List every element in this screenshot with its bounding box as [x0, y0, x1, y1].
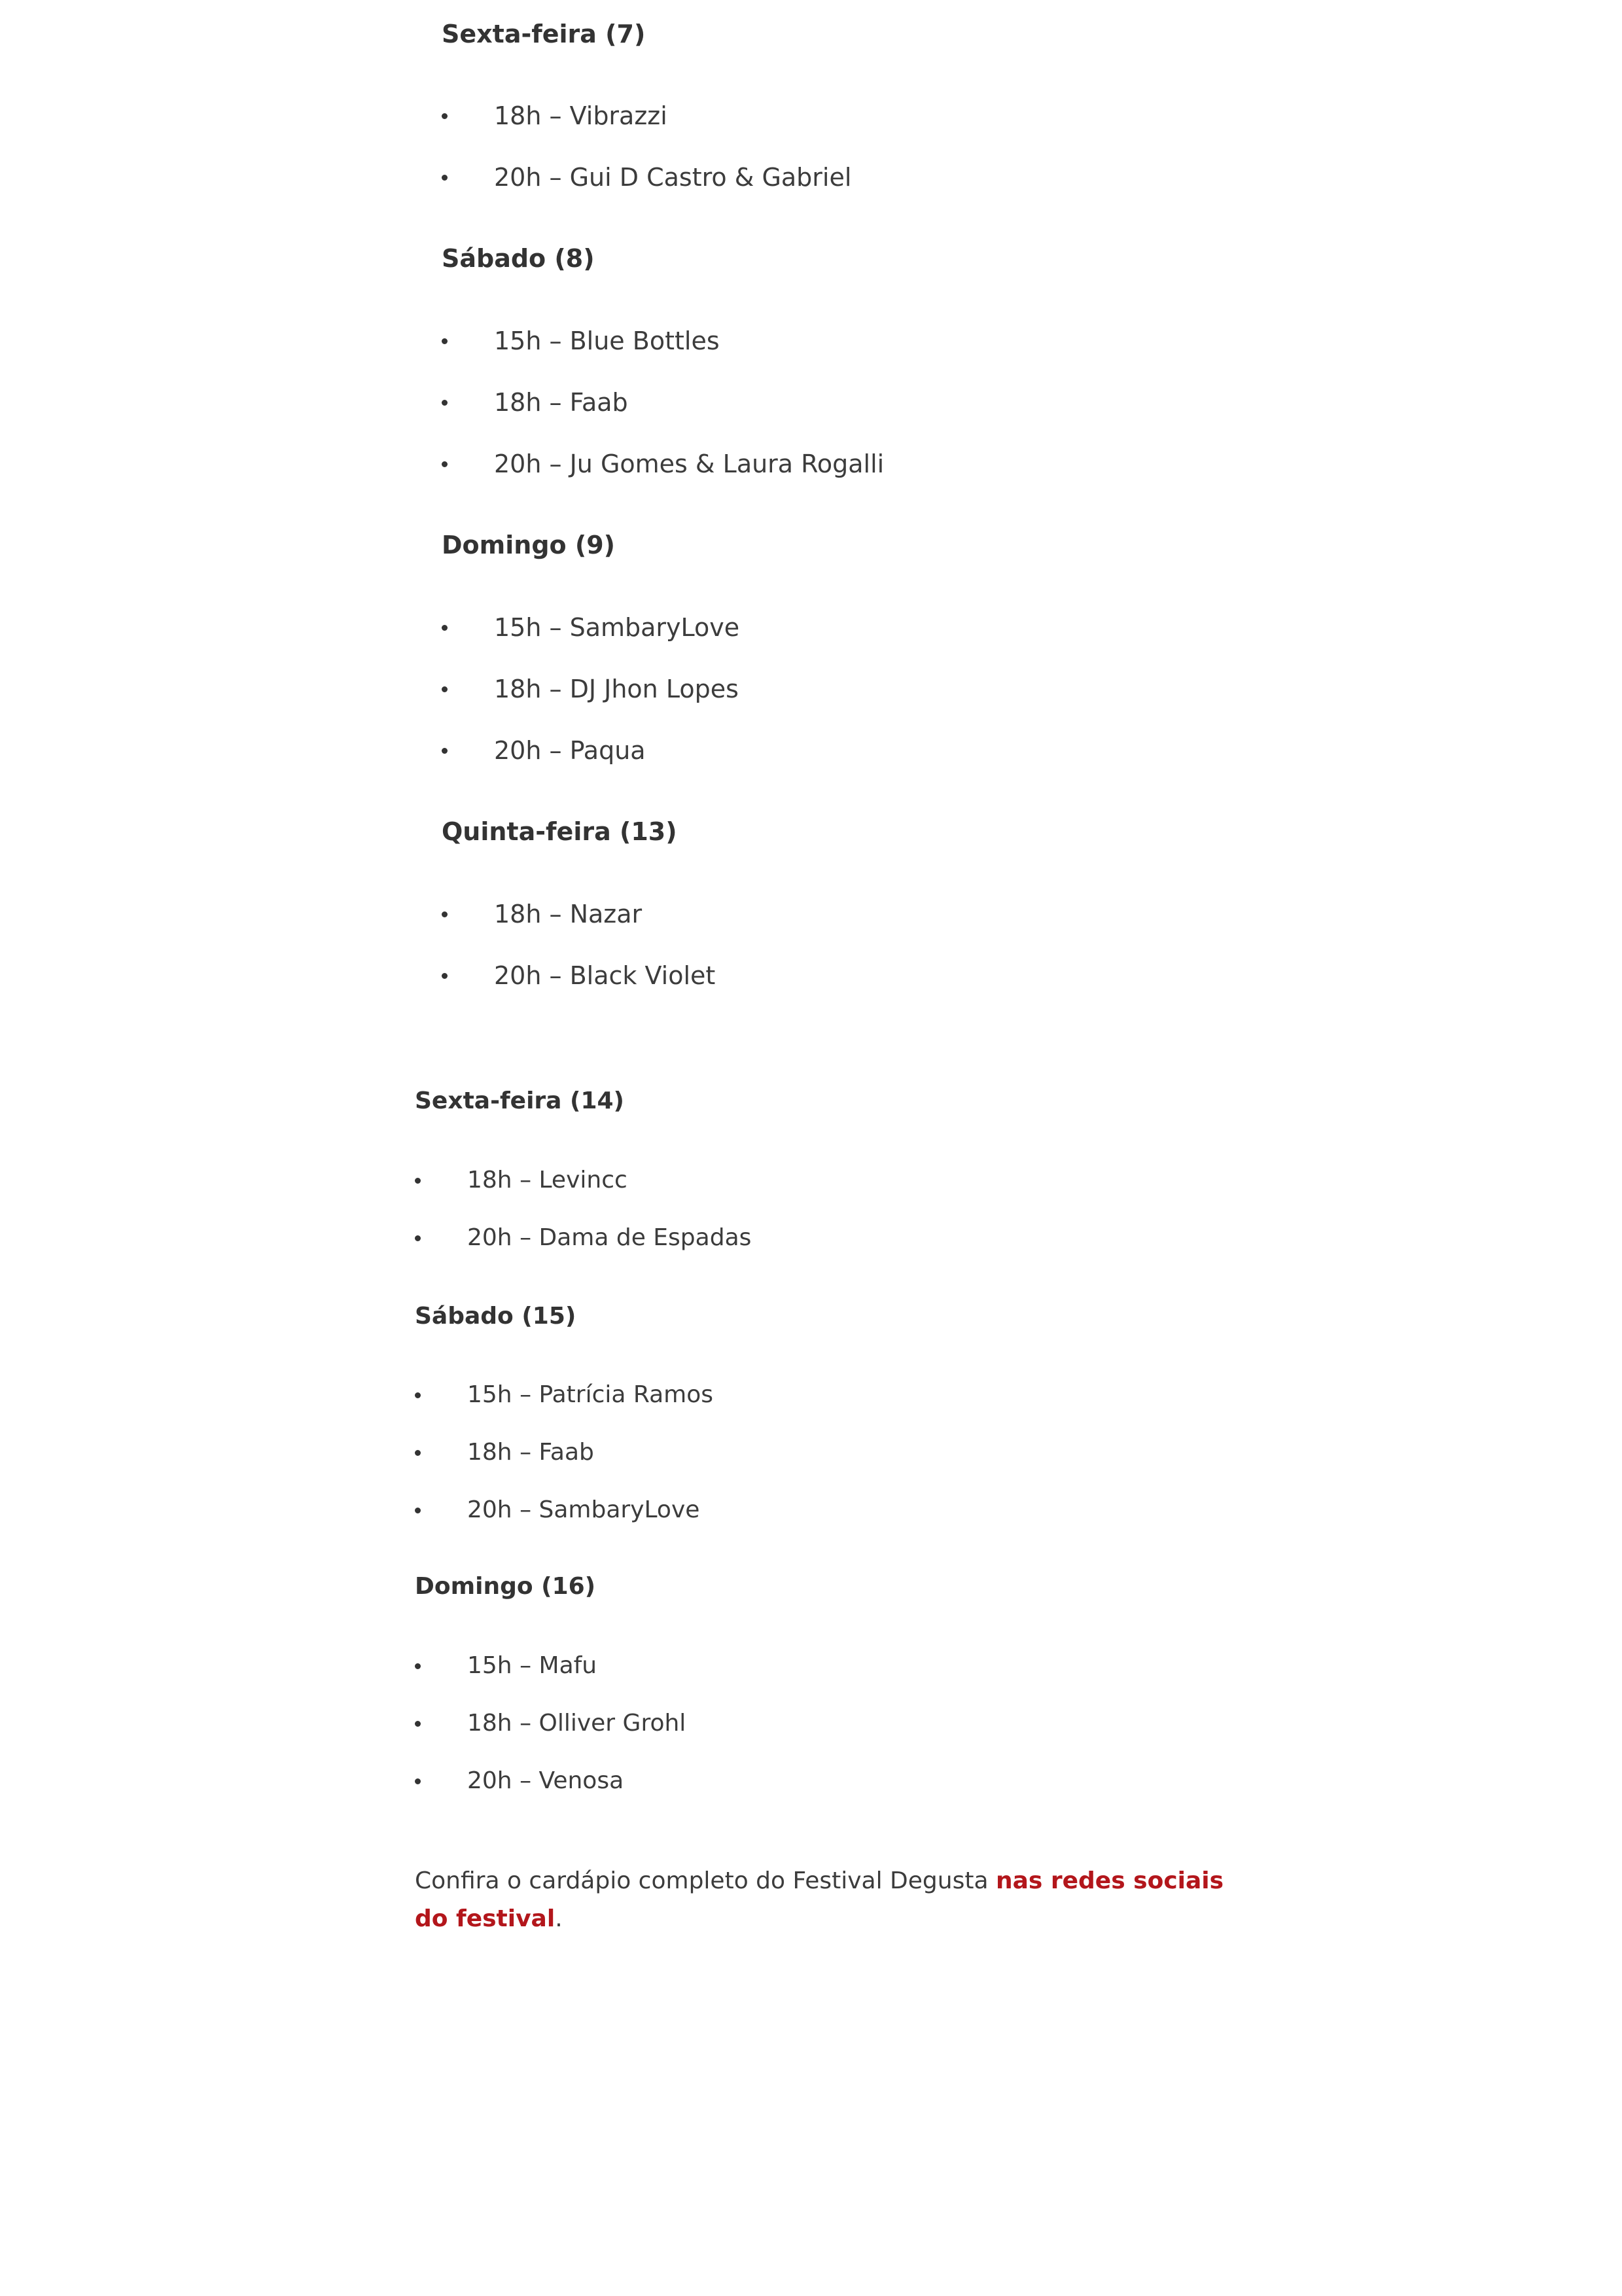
bullet-icon: [442, 625, 448, 631]
day-heading: Sábado (8): [442, 244, 595, 273]
day-heading: Sexta-feira (7): [442, 20, 646, 48]
bullet-icon: [415, 1663, 421, 1669]
day-heading: Domingo (9): [442, 531, 616, 559]
bullet-icon: [415, 1778, 421, 1784]
day-heading: Sábado (15): [415, 1303, 576, 1330]
bullet-icon: [442, 461, 448, 467]
bullet-icon: [415, 1235, 421, 1241]
day-heading: Sexta-feira (14): [415, 1087, 625, 1114]
bullet-icon: [442, 113, 448, 119]
bullet-icon: [442, 973, 448, 979]
bullet-icon: [442, 400, 448, 406]
bullet-icon: [415, 1508, 421, 1513]
day-heading: Quinta-feira (13): [442, 817, 677, 846]
bullet-icon: [442, 911, 448, 917]
bullet-icon: [415, 1450, 421, 1456]
closing-paragraph: Confira o cardápio completo do Festival Degusta nas redes sociais do festival.: [415, 1867, 1224, 1932]
bullet-icon: [442, 748, 448, 754]
bullet-icon: [442, 686, 448, 692]
bullet-icon: [415, 1721, 421, 1727]
bullet-icon: [442, 338, 448, 344]
day-heading: Domingo (16): [415, 1573, 596, 1600]
bullet-icon: [442, 175, 448, 181]
bullet-icon: [415, 1178, 421, 1184]
social-media-link[interactable]: nas redes sociais do festival: [415, 1867, 1224, 1932]
bullet-icon: [415, 1392, 421, 1398]
